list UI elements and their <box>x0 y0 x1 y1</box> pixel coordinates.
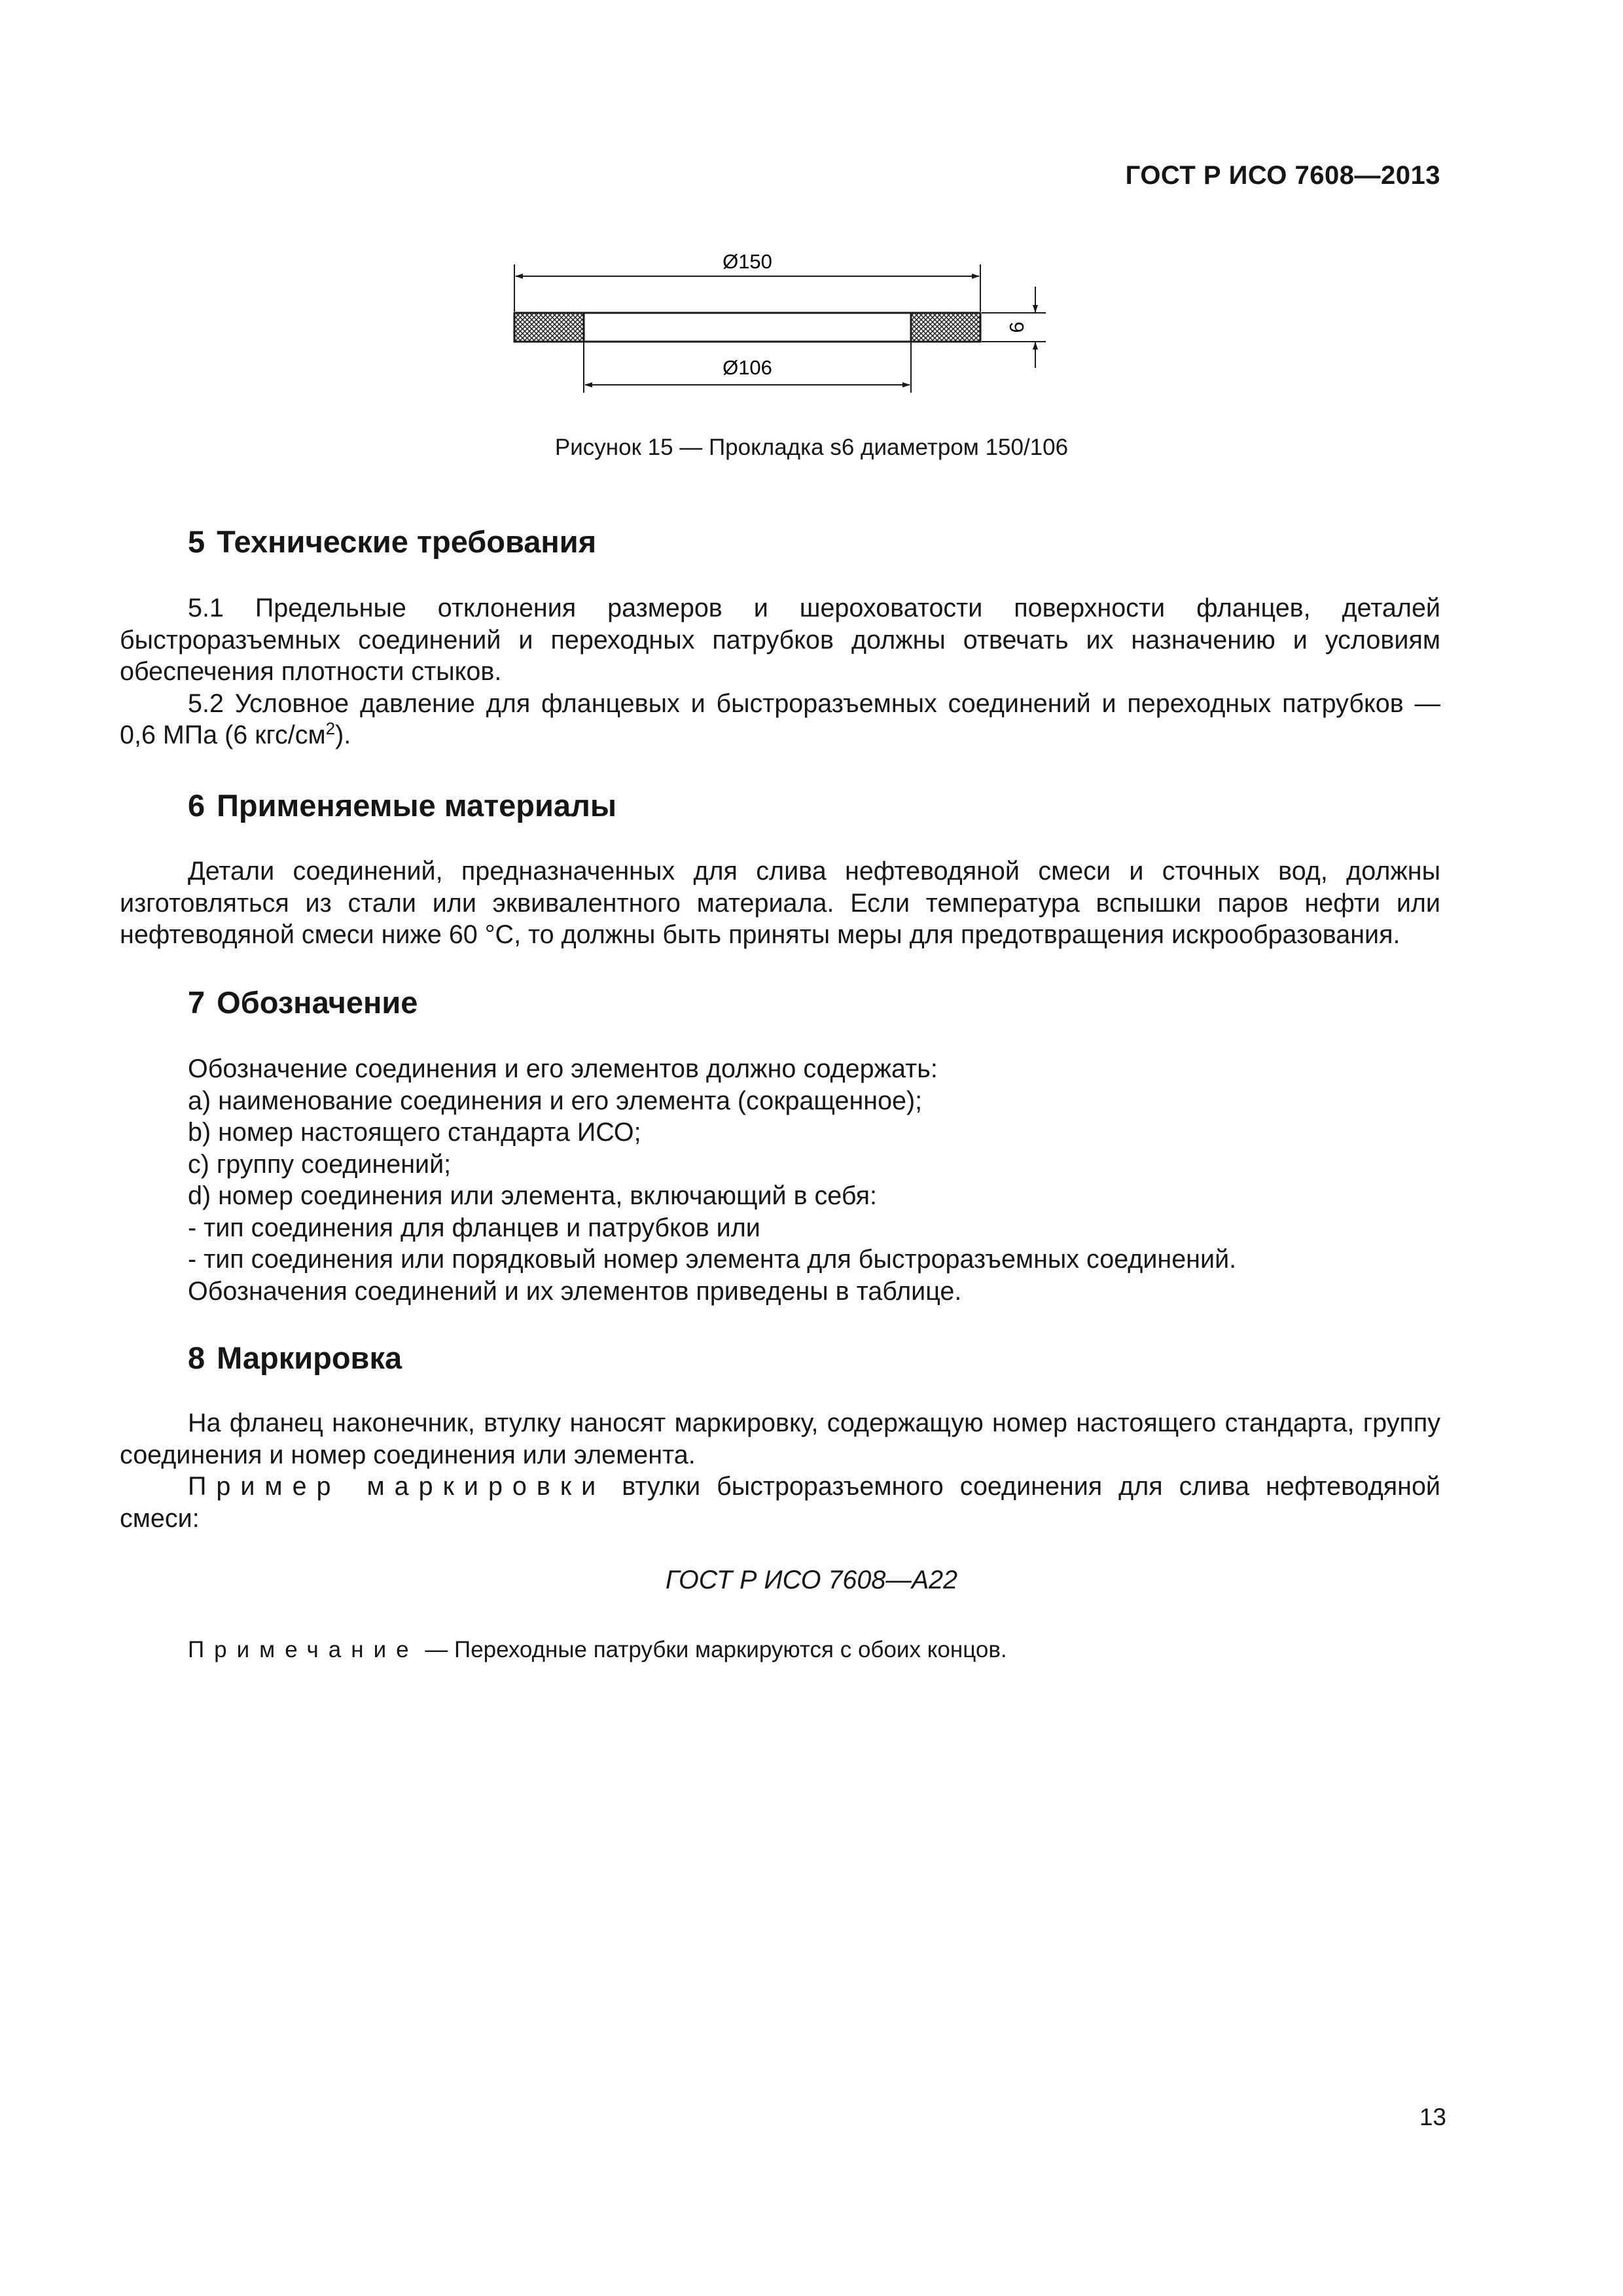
paragraph-8-1: На фланец наконечник, втулку наносят маркировку, содержащую номер настоящего стандарта, группу соединения и номер соединения или элемента. <box>120 1408 1440 1469</box>
section-8-body <box>120 1407 1440 1534</box>
section-5-title: Технические требования <box>217 524 597 559</box>
paragraph-5-1: 5.1 Предельные отклонения размеров и шероховатости поверхности фланцев, деталей быстроразъемных соединений и переходных патрубков должны отвечать их назначению и условиям обеспечения плотности стыков. <box>120 594 1440 686</box>
superscript-2: 2 <box>325 719 336 738</box>
section-8-title: Маркировка <box>217 1340 402 1375</box>
paragraph-6: Детали соединений, предназначенных для слива нефтеводяной смеси и сточных вод, должны изготовляться из стали или эквивалентного материала. Если температура вспышки паров нефти или нефтеводяной смеси ниже 60 °С, то должны быть приняты меры для предотвращения искрообразования. <box>120 857 1440 949</box>
section-7-title: Обозначение <box>217 985 418 1020</box>
thickness-label: 6 <box>1005 321 1029 333</box>
section-5-body <box>120 592 1440 751</box>
paragraph-5-2-text: 5.2 Условное давление для фланцевых и быстроразъемных соединений и переходных патрубков — 0,6 МПа (6 кгс/см <box>120 689 1440 749</box>
section-8-heading <box>188 1340 402 1376</box>
section-5-number: 5 <box>188 524 205 559</box>
section-7-number: 7 <box>188 985 205 1020</box>
marking-example-intro <box>120 1471 1440 1534</box>
example-lead: Пример маркировки <box>188 1472 606 1501</box>
designation-closing: Обозначения соединений и их элементов приведены в таблице. <box>188 1276 962 1306</box>
section-7-body <box>120 1053 1440 1307</box>
section-6-body <box>120 855 1440 951</box>
gasket-bore <box>584 313 911 342</box>
note-text: — Переходные патрубки маркируются с обоих концов. <box>418 1637 1007 1662</box>
list-item: a) наименование соединения и его элемента (сокращенное); <box>188 1086 923 1115</box>
gasket-hatch-left <box>514 313 584 342</box>
list-item: - тип соединения или порядковый номер элемента для быстроразъемных соединений. <box>188 1245 1237 1274</box>
section-6-title: Применяемые материалы <box>217 788 617 823</box>
inner-diameter-label: Ø106 <box>722 356 772 379</box>
list-item: b) номер настоящего стандарта ИСО; <box>188 1118 641 1147</box>
list-item: - тип соединения для фланцев и патрубков или <box>188 1213 760 1242</box>
gasket-drawing <box>497 249 1060 406</box>
note-lead: Примечание <box>188 1637 419 1662</box>
page-number: 13 <box>1419 2104 1446 2130</box>
outer-diameter-label: Ø150 <box>722 250 772 273</box>
document-code: ГОСТ Р ИСО 7608—2013 <box>1125 161 1440 190</box>
list-item: d) номер соединения или элемента, включающий в себя: <box>188 1181 877 1210</box>
example-rest: втулки быстроразъемного соединения для слива нефтеводяной смеси: <box>120 1472 1440 1533</box>
gasket-hatch-right <box>911 313 980 342</box>
note <box>188 1637 1007 1663</box>
paragraph-5-2 <box>120 688 1440 751</box>
section-8-number: 8 <box>188 1340 205 1375</box>
figure-caption: Рисунок 15 — Прокладка s6 диаметром 150/106 <box>554 435 1069 460</box>
section-5-heading <box>188 524 596 560</box>
section-6-number: 6 <box>188 788 205 823</box>
marking-example-code: ГОСТ Р ИСО 7608—А22 <box>665 1566 958 1594</box>
section-6-heading <box>188 787 616 823</box>
list-item: c) группу соединений; <box>188 1149 452 1179</box>
section-7-heading <box>188 984 418 1020</box>
designation-intro: Обозначение соединения и его элементов должно содержать: <box>188 1054 938 1083</box>
paragraph-5-2-end: ). <box>335 721 351 749</box>
